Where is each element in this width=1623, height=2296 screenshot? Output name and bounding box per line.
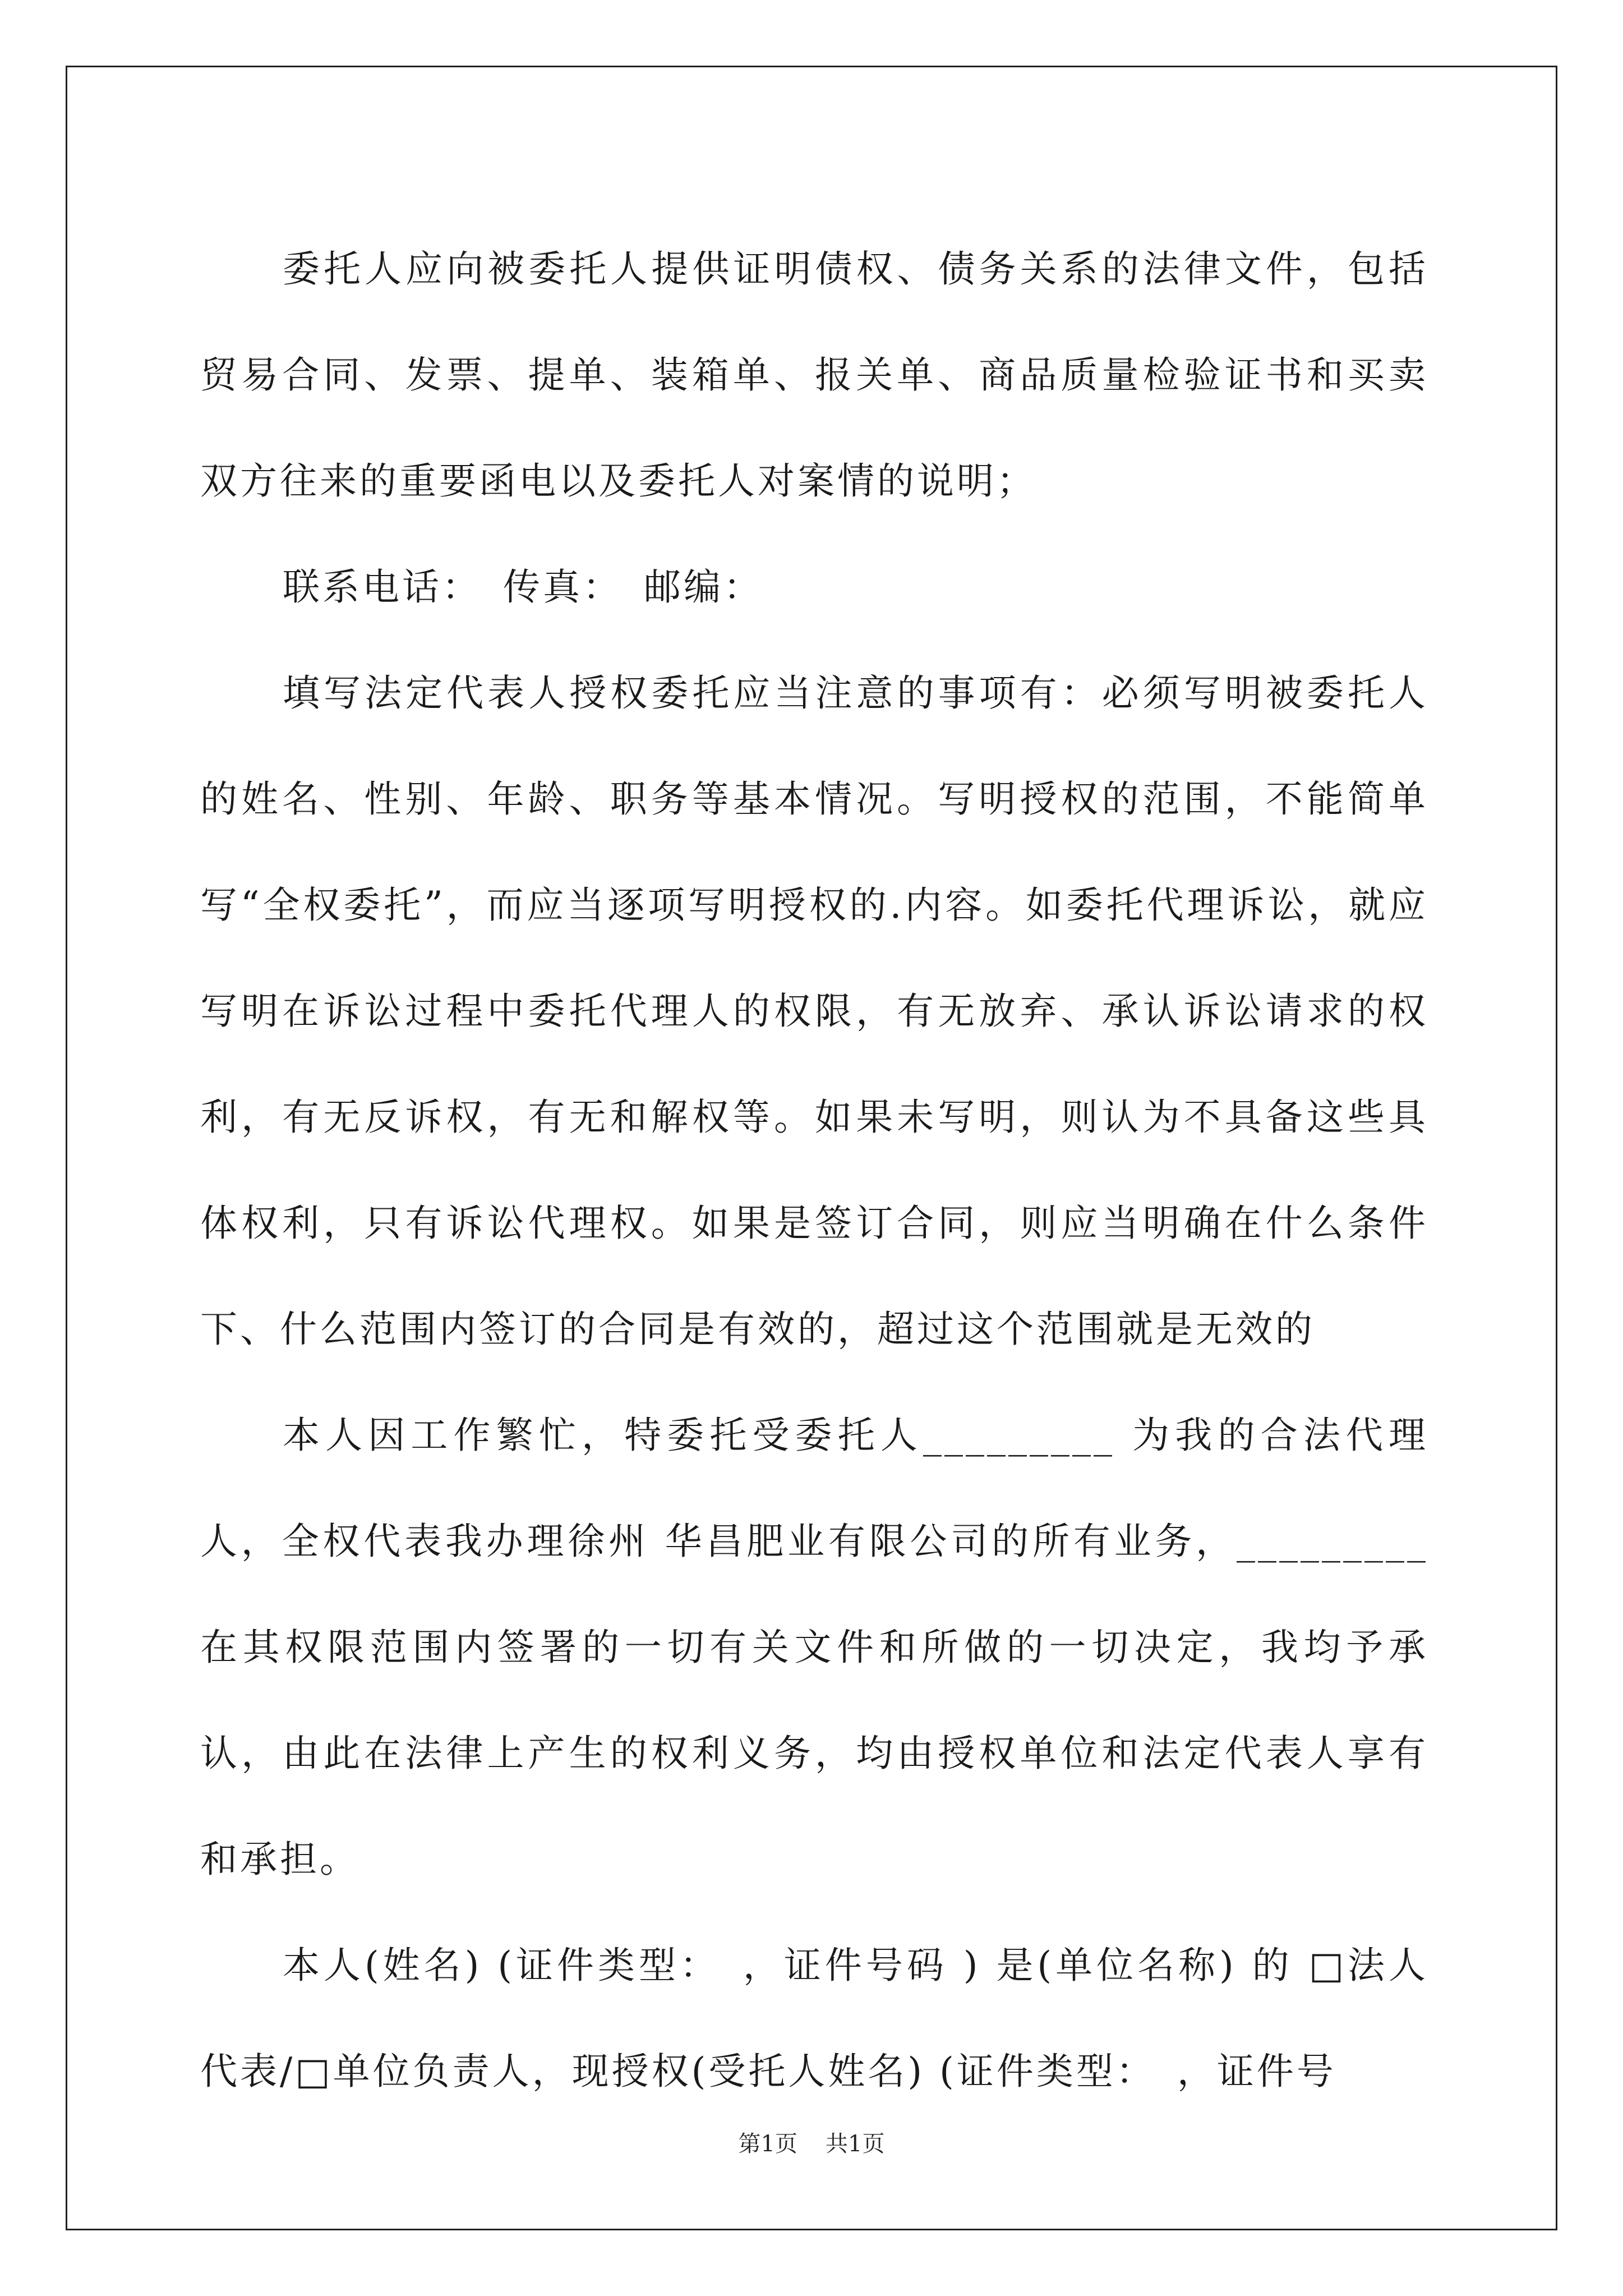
- page-total: 共1页: [826, 2131, 885, 2157]
- paragraph-power-of-attorney: 本人因工作繁忙，特委托受委托人_________ 为我的合法代理人，全权代表我办理徐州 华昌肥业有限公司的所有业务，_________在其权限范围内签署的一切有关文件和所做的一切决定，我均予承认，由此在法律上产生的权利义务，均由授权单位和法定代表人享有和承担。: [200, 1414, 1428, 1881]
- paragraph-evidence-documents: 委托人应向被委托人提供证明债权、债务关系的法律文件，包括贸易合同、发票、提单、装箱单、报关单、商品质量检验证书和买卖双方往来的重要函电以及委托人对案情的说明；: [200, 247, 1428, 503]
- page-footer: [0, 2126, 1623, 2158]
- paragraph-authorization-form: 本人(姓名) (证件类型： ，证件号码 ) 是(单位名称) 的 □法人代表/□单位负责人，现授权(受托人姓名) (证件类型： ，证件号: [200, 1944, 1428, 2093]
- document-body: [200, 216, 1428, 2124]
- paragraph-contact-info: 联系电话： 传真： 邮编：: [283, 565, 763, 609]
- page-number: 第1页: [738, 2131, 797, 2157]
- paragraph-authorization-notes: 填写法定代表人授权委托应当注意的事项有：必须写明被委托人的姓名、性别、年龄、职务等基本情况。写明授权的范围，不能简单写“全权委托”，而应当逐项写明授权的.内容。如委托代理诉讼，就应写明在诉讼过程中委托代理人的权限，有无放弃、承认诉讼请求的权利，有无反诉权，有无和解权等。如果未写明，则认为不具备这些具体权利，只有诉讼代理权。如果是签订合同，则应当明确在什么条件下、什么范围内签订的合同是有效的，超过这个范围就是无效的: [200, 671, 1428, 1351]
